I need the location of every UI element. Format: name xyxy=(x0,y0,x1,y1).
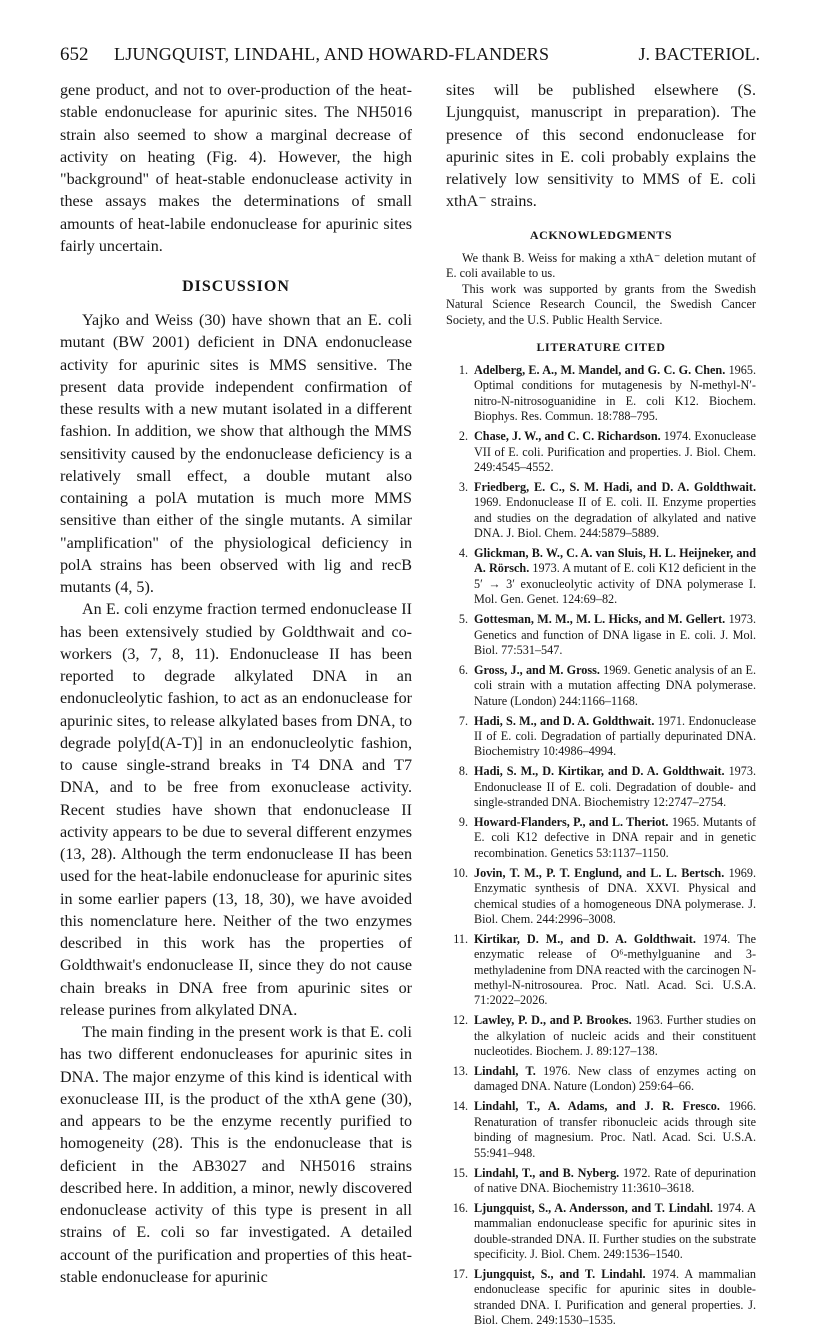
reference-text: 1974. A mammalian endonuclease specific for apurinic sites in double-stranded DNA. II. Further studies on the substrate specificity. J. Biol. Chem. 249:1536–1540. xyxy=(474,1200,756,1262)
discussion-heading: DISCUSSION xyxy=(182,278,290,295)
reference-number: 2. xyxy=(458,429,468,444)
page-number: 652 xyxy=(60,44,89,65)
reference-authors: Howard-Flanders, P., and L. Theriot. xyxy=(474,814,669,829)
reference-number: 10. xyxy=(452,865,468,880)
reference-authors: Adelberg, E. A., M. Mandel, and G. C. G. Chen. xyxy=(474,363,726,377)
reference-number: 15. xyxy=(452,1165,468,1180)
running-header xyxy=(60,44,760,70)
reference-authors: Ljungquist, S., and T. Lindahl. xyxy=(474,1266,646,1281)
reference-item xyxy=(446,1064,756,1095)
reference-number: 14. xyxy=(452,1099,468,1114)
reference-text: 1974. A mammalian endonuclease specific for apurinic sites in double-stranded DNA. I. Purification and general properties. J. Biol. Chem. 249:1530–1535. xyxy=(474,1266,756,1328)
running-authors: LJUNGQUIST, LINDAHL, AND HOWARD-FLANDERS xyxy=(114,44,550,64)
funding-paragraph: This work was supported by grants from the Swedish Natural Science Research Council, the Swedish Cancer Society, and the U.S. Public Health Service. xyxy=(446,281,756,327)
reference-text: 1965. Mutants of E. coli K12 defective in DNA repair and in genetic recombination. Genetics 53:1137–1150. xyxy=(474,814,757,860)
reference-text: 1971. Endonuclease II of E. coli. Degradation of partially depurinated DNA. Biochemistry 10:4986–4994. xyxy=(474,713,757,759)
reference-text: 1969. Endonuclease II of E. coli. II. Enzyme properties and studies on the degradation of alkylated and native DNA. J. Biol. Chem. 244:5879–5889. xyxy=(474,495,756,541)
reference-number: 5. xyxy=(458,612,468,627)
reference-authors: Gottesman, M. M., M. L. Hicks, and M. Gellert. xyxy=(474,612,726,627)
reference-text: 1973. A mutant of E. coli K12 deficient in the 5′ → 3′ exonucleolytic activity of DNA polymerase I. Mol. Gen. Genet. 124:69–82. xyxy=(474,561,756,607)
reference-number: 11. xyxy=(453,931,468,946)
reference-number: 7. xyxy=(458,713,468,728)
reference-number: 17. xyxy=(452,1266,468,1281)
reference-text: 1972. Rate of depurination of native DNA. Biochemistry 11:3610–3618. xyxy=(474,1165,756,1195)
reference-item xyxy=(446,932,756,1009)
reference-text: 1963. Further studies on the alkylation of nucleic acids and their constituent nucleotides. Biochem. J. 89:127–138. xyxy=(474,1013,757,1059)
reference-list xyxy=(446,363,756,1329)
reference-text: 1976. New class of enzymes acting on damaged DNA. Nature (London) 259:64–66. xyxy=(474,1064,756,1094)
reference-text: 1973. Genetics and function of DNA ligase in E. coli. J. Mol. Biol. 77:531–547. xyxy=(474,612,757,657)
reference-item xyxy=(446,612,756,658)
reference-authors: Hadi, S. M., D. Kirtikar, and D. A. Goldthwait. xyxy=(474,764,725,779)
discussion-paragraph-2: An E. coli enzyme fraction termed endonuclease II has been extensively studied by Goldthwait and co-workers (3, 7, 8, 11). Endonuclease II has been reported to degrade alkylated DNA in an endonucleolytic fashion, to act as an endonuclease for apurinic sites, to release alkylated bases from DNA, to degrade poly[d(A-T)] in an endonucleolytic fashion, to cause single-strand breaks in T4 DNA and T7 DNA, and to be free from exonuclease activity. Recent studies have shown that endonuclease II activity appears to be due to several different enzymes (13, 28). Although the term endonuclease II has been used for the heat-labile endonuclease for apurinic sites in some earlier papers (13, 18, 30), we have avoided this nomenclature here. Neither of the two enzymes described in this work has the properties of Goldthwait's endonuclease II, since they do not cause chain breaks in DNA free from apurinic sites or release purines from alkylated DNA. xyxy=(60,601,412,1019)
acknowledgment-paragraph: We thank B. Weiss for making a xthA⁻ deletion mutant of E. coli available to us. xyxy=(446,250,756,280)
reference-authors: Kirtikar, D. M., and D. A. Goldthwait. xyxy=(474,931,696,946)
reference-number: 1. xyxy=(458,363,468,377)
reference-item xyxy=(446,546,756,608)
reference-text: 1965. Optimal conditions for mutagenesis by N-methyl-N′-nitro-N-nitrosoguanidine in E. coli K12. Biochem. Biophys. Res. Commun. 18:788–795. xyxy=(474,363,757,424)
reference-text: 1969. Genetic analysis of an E. coli strain with a mutation affecting DNA polymerase. Nature (London) 244:1166–1168. xyxy=(474,662,756,708)
reference-item xyxy=(446,1166,756,1197)
reference-authors: Lawley, P. D., and P. Brookes. xyxy=(474,1013,632,1028)
reference-item xyxy=(446,866,756,928)
journal-name: J. BACTERIOL. xyxy=(638,44,760,64)
reference-item xyxy=(446,1267,756,1329)
reference-item xyxy=(446,429,756,475)
left-column xyxy=(60,80,412,1289)
reference-authors: Lindahl, T., A. Adams, and J. R. Fresco. xyxy=(474,1099,720,1114)
reference-text: 1974. The enzymatic release of O⁶-methylguanine and 3-methyladenine from DNA reacted with the carcinogen N-methyl-N-nitrosourea. Proc. Natl. Acad. Sci. U.S.A. 71:2022–2026. xyxy=(474,931,756,1008)
reference-number: 8. xyxy=(458,764,468,779)
reference-authors: Hadi, S. M., and D. A. Goldthwait. xyxy=(474,713,655,728)
reference-authors: Gross, J., and M. Gross. xyxy=(474,662,600,677)
discussion-paragraph-1: Yajko and Weiss (30) have shown that an E. coli mutant (BW 2001) deficient in DNA endonuclease activity for apurinic sites is MMS sensitive. The present data provide independent confirmation of these results with a new mutant isolated in a different fashion. In addition, we show that although the MMS sensitivity caused by the endonuclease deficiency is a relatively small effect, a double mutant also containing a polA mutation is much more MMS sensitive than either of the single mutants. A similar "amplification" of the physiological deficiency in polA strains has been observed with lig and recB mutants (4, 5). xyxy=(60,312,412,596)
reference-item xyxy=(446,714,756,760)
reference-item xyxy=(446,764,756,810)
reference-text: 1969. Enzymatic synthesis of DNA. XXVI. Physical and chemical studies of a homogeneous DNA polymerase. J. Biol. Chem. 244:2996–3008. xyxy=(474,865,756,926)
reference-number: 4. xyxy=(458,545,468,560)
intro-paragraph: gene product, and not to over-production of the heat-stable endonuclease for apurinic sites. The NH5016 strain also seemed to show a marginal decrease of activity on heating (Fig. 4). However, the high "background" of heat-stable endonuclease activity in these assays makes the determinations of small amounts of heat-labile endonuclease for apurinic sites fairly uncertain. xyxy=(60,82,412,255)
reference-number: 16. xyxy=(452,1200,468,1215)
reference-authors: Friedberg, E. C., S. M. Hadi, and D. A. Goldthwait. xyxy=(474,479,756,494)
reference-authors: Jovin, T. M., P. T. Englund, and L. L. Bertsch. xyxy=(474,865,725,880)
reference-item xyxy=(446,663,756,709)
reference-number: 13. xyxy=(452,1064,468,1079)
reference-number: 12. xyxy=(452,1013,468,1028)
acknowledgments-heading: ACKNOWLEDGMENTS xyxy=(529,227,673,242)
reference-item xyxy=(446,363,756,425)
reference-number: 3. xyxy=(458,479,468,494)
reference-item xyxy=(446,480,756,542)
reference-authors: Ljungquist, S., A. Andersson, and T. Lindahl. xyxy=(474,1200,713,1215)
reference-text: 1973. Endonuclease II of E. coli. Degradation of double- and single-stranded DNA. Biochemistry 12:2747–2754. xyxy=(474,764,756,810)
reference-authors: Chase, J. W., and C. C. Richardson. xyxy=(474,429,661,444)
literature-cited-heading: LITERATURE CITED xyxy=(536,340,666,354)
discussion-paragraph-3: The main finding in the present work is that E. coli has two different endonucleases for apurinic sites in DNA. The major enzyme of this kind is identical with exonuclease III, is the product of the xthA gene (30), and appears to be the enzyme recently purified to homogeneity (28). This is the endonuclease that is deficient in the AB3027 and NH5016 strains described here. In addition, a minor, newly discovered endonuclease activity of this type is present in all strains of E. coli so far investigated. A detailed account of the purification and properties of this heat-stable endonuclease for apurinic xyxy=(60,1024,412,1286)
reference-number: 9. xyxy=(458,814,468,829)
reference-item xyxy=(446,1013,756,1059)
reference-authors: Glickman, B. W., C. A. van Sluis, H. L. Heijneker, and A. Rörsch. xyxy=(474,545,756,576)
right-column xyxy=(446,80,756,1333)
reference-authors: Lindahl, T., and B. Nyberg. xyxy=(474,1165,620,1180)
reference-authors: Lindahl, T. xyxy=(474,1064,536,1079)
reference-text: 1966. Renaturation of transfer ribonucleic acids through site binding of magnesium. Proc. Natl. Acad. Sci. U.S.A. 55:941–948. xyxy=(474,1099,756,1160)
continuation-paragraph: sites will be published elsewhere (S. Ljungquist, manuscript in preparation). The presence of this second endonuclease for apurinic sites in E. coli probably explains the relatively low sensitivity to MMS of E. coli xthA⁻ strains. xyxy=(446,82,756,211)
reference-text: 1974. Exonuclease VII of E. coli. Purification and properties. J. Biol. Chem. 249:4545–4552. xyxy=(474,429,756,474)
reference-item xyxy=(446,1099,756,1161)
reference-item xyxy=(446,815,756,861)
reference-number: 6. xyxy=(458,662,468,677)
